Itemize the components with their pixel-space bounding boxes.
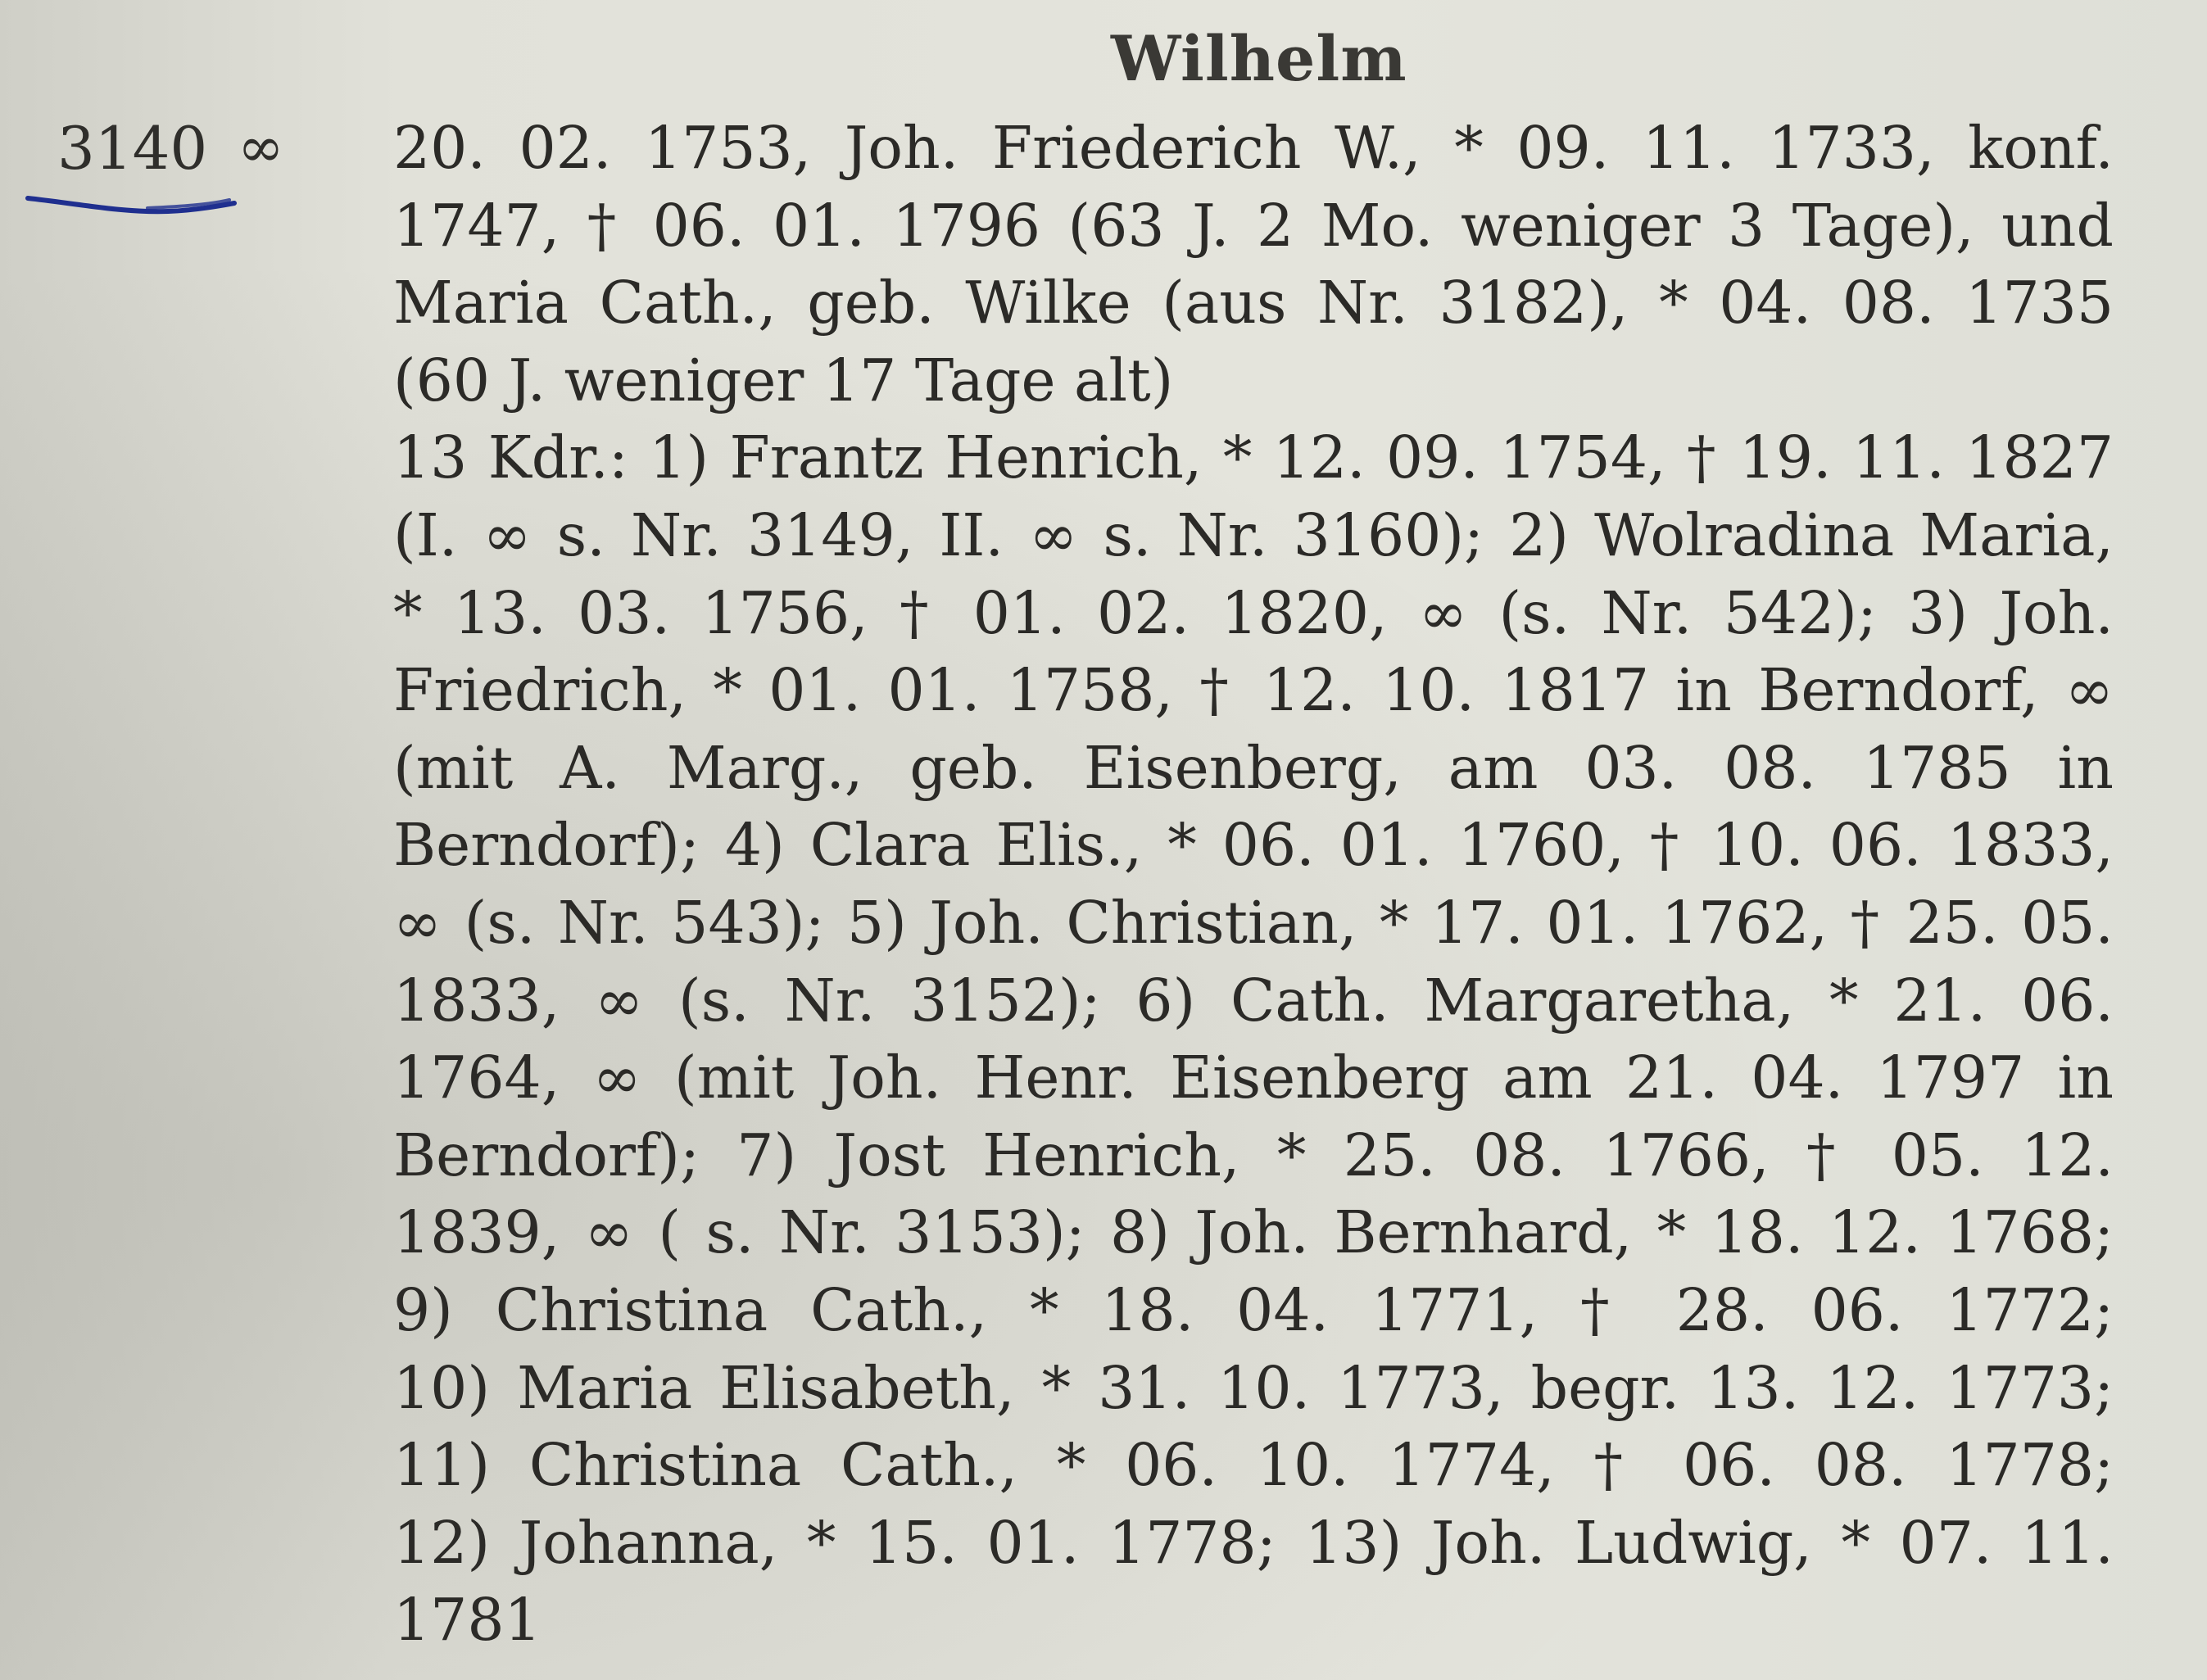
- entry-line: 13 Kdr.: 1) Frantz Henrich, * 12. 09. 1754, † 19. 11. 1827: [393, 423, 2114, 492]
- entry-line: 10) Maria Elisabeth, * 31. 10. 1773, begr. 13. 12. 1773;: [393, 1353, 2114, 1422]
- entry-body: [393, 110, 2114, 1660]
- entry-line: 1764, ∞ (mit Joh. Henr. Eisenberg am 21. 04. 1797 in: [393, 1044, 2114, 1112]
- entry-line: 1781: [393, 1586, 542, 1655]
- entry-line: 1747, † 06. 01. 1796 (63 J. 2 Mo. weniger 3 Tage), und: [393, 191, 2114, 260]
- entry-line: 20. 02. 1753, Joh. Friederich W., * 09. 11. 1733, konf.: [393, 114, 2114, 182]
- running-head-title: Wilhelm: [1111, 22, 1407, 95]
- entry-line: Berndorf); 4) Clara Elis., * 06. 01. 1760, † 10. 06. 1833,: [393, 811, 2114, 880]
- marriage-symbol: ∞: [238, 115, 284, 180]
- entry-line: 9) Christina Cath., * 18. 04. 1771, † 28. 06. 1772;: [393, 1275, 2114, 1344]
- entry-line: 12) Johanna, * 15. 01. 1778; 13) Joh. Ludwig, * 07. 11.: [393, 1508, 2114, 1577]
- entry-line: (60 J. weniger 17 Tage alt): [393, 346, 1174, 414]
- entry-line: Friedrich, * 01. 01. 1758, † 12. 10. 1817 in Berndorf, ∞: [393, 656, 2114, 725]
- entry-line: * 13. 03. 1756, † 01. 02. 1820, ∞ (s. Nr. 542); 3) Joh.: [393, 578, 2114, 647]
- entry-line: (mit A. Marg., geb. Eisenberg, am 03. 08. 1785 in: [393, 733, 2114, 802]
- entry-line: (I. ∞ s. Nr. 3149, II. ∞ s. Nr. 3160); 2) Wolradina Maria,: [393, 500, 2114, 569]
- entry-number: 3140: [57, 114, 208, 183]
- entry-line: 1833, ∞ (s. Nr. 3152); 6) Cath. Margaretha, * 21. 06.: [393, 966, 2114, 1035]
- handwritten-underline-mark: [25, 188, 238, 221]
- entry-line: Berndorf); 7) Jost Henrich, * 25. 08. 1766, † 05. 12.: [393, 1121, 2114, 1189]
- entry-line: 1839, ∞ ( s. Nr. 3153); 8) Joh. Bernhard, * 18. 12. 1768;: [393, 1198, 2114, 1267]
- entry-line: Maria Cath., geb. Wilke (aus Nr. 3182), * 04. 08. 1735: [393, 269, 2114, 337]
- entry-line: ∞ (s. Nr. 543); 5) Joh. Christian, * 17. 01. 1762, † 25. 05.: [393, 888, 2114, 957]
- entry-line: 11) Christina Cath., * 06. 10. 1774, † 06. 08. 1778;: [393, 1431, 2114, 1500]
